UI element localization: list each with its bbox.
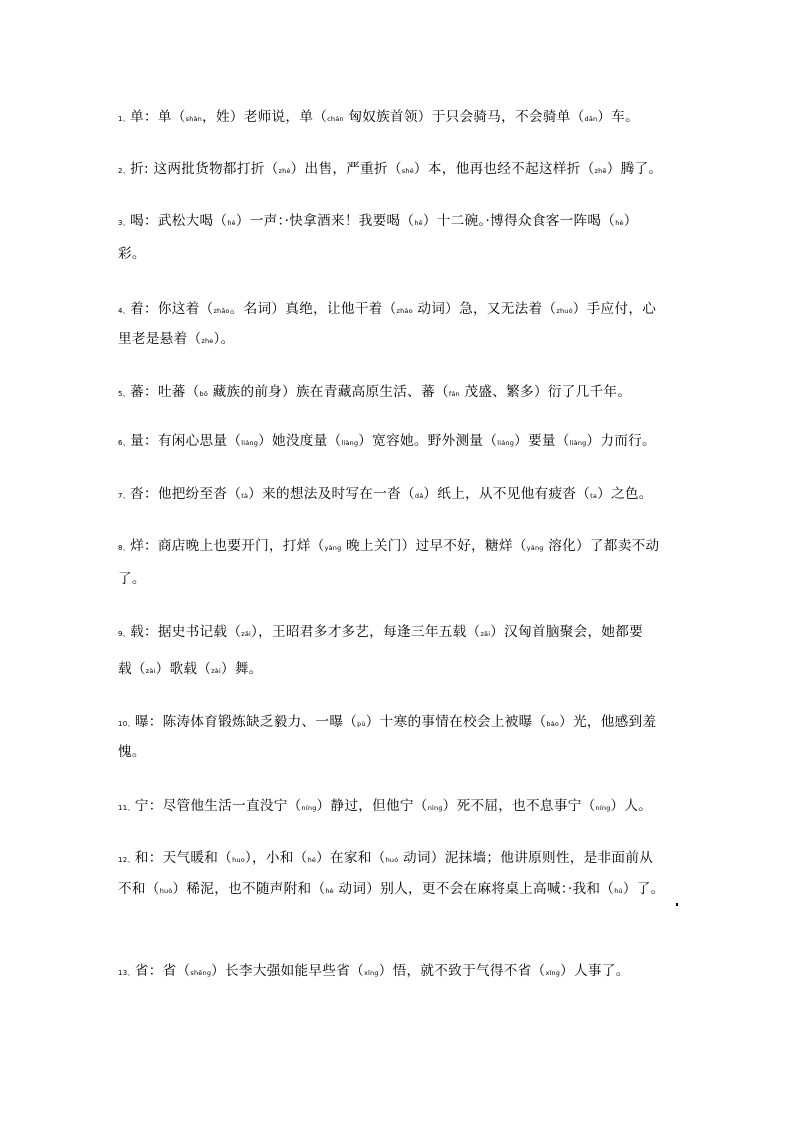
- entry-text: ）她没度量（: [258, 433, 342, 449]
- entry-text: 彩。: [118, 246, 146, 262]
- pinyin: pù: [357, 720, 366, 728]
- entry-text: ）手应付，心: [572, 301, 657, 317]
- pinyin: shàn: [185, 115, 203, 123]
- pinyin: dá: [414, 492, 424, 500]
- entry-text: 单：单（: [130, 109, 186, 125]
- entry-number: 3、: [118, 219, 131, 227]
- entry-text: ）稀泥，也不随声附和（: [172, 881, 326, 897]
- pinyin: liàng: [569, 439, 587, 447]
- entry-text: 省：省（: [134, 963, 191, 979]
- entry-line: [118, 108, 718, 128]
- pinyin: xǐng: [364, 969, 379, 977]
- entry-text: 蕃：吐蕃（: [130, 384, 200, 400]
- entry-text: ）在家和（: [316, 850, 386, 866]
- entry-text: ）了。: [622, 881, 665, 897]
- pinyin: liáng: [497, 439, 515, 447]
- entry-text: 不和（: [118, 881, 160, 897]
- entry-text: 动词）别人，更不会在麻将桌上高喊：·我和（: [333, 881, 615, 897]
- entry-text: 喝：武松大喝（: [130, 213, 228, 229]
- pinyin: ta: [590, 492, 598, 500]
- entry-number: 10、: [118, 720, 135, 728]
- entry-text: ）死不屈，也不息事宁（: [442, 798, 596, 814]
- entry-line: [118, 537, 718, 557]
- entry-text: ）纸上，从不见他有疲沓（: [423, 486, 591, 502]
- entry-text: ）汉匈首脑聚会，她都要: [490, 624, 644, 640]
- pinyin: hè: [325, 887, 334, 895]
- entry-text: ）一声：·快拿酒来！我要喝（: [235, 213, 415, 229]
- entry-line: [118, 849, 718, 869]
- entry-text: 和：天气暖和（: [134, 850, 233, 866]
- pinyin: zhē: [594, 167, 607, 175]
- pinyin: hé: [307, 856, 317, 864]
- pinyin: shěng: [190, 969, 212, 977]
- pinyin: níng: [301, 804, 317, 812]
- entry-text: ）: [623, 213, 638, 229]
- pinyin: huo: [232, 856, 245, 864]
- entry-number: 7、: [118, 492, 131, 500]
- entry-text: ）要量（: [514, 433, 570, 449]
- entry-continuation-line: [118, 330, 718, 350]
- entry-line: [118, 713, 718, 733]
- pinyin: zài: [145, 667, 156, 675]
- entry-text: 烊：商店晚上也要开门，打烊（: [130, 538, 325, 554]
- entry-text: 藏族的前身）族在青藏高原生活、蕃（: [208, 384, 449, 400]
- pinyin: zhuó: [556, 307, 573, 315]
- entry-text: ），小和（: [244, 850, 308, 866]
- entry-text: ，姓）老师说，单（: [202, 109, 328, 125]
- entry-text: 量：有闲心思量（: [130, 433, 242, 449]
- entry-number: 13、: [118, 969, 135, 977]
- entry-text: 着：你这着（: [130, 301, 214, 317]
- pinyin: nìng: [427, 804, 443, 812]
- entry-text: 溶化）了都卖不动: [543, 538, 660, 554]
- entry-text: ）力而行。: [586, 433, 656, 449]
- entry-text: 沓：他把纷至沓（: [130, 486, 242, 502]
- entry-text: 里老是悬着（: [118, 331, 202, 347]
- entry-text: ）之色。: [597, 486, 653, 502]
- entry-line: [118, 623, 718, 643]
- entry-number: 12、: [118, 856, 135, 864]
- entry-number: 4、: [118, 307, 131, 315]
- pinyin: zhāo: [213, 307, 230, 315]
- entry-continuation-line: [118, 570, 718, 588]
- entry-number: 9、: [118, 630, 131, 638]
- entry-line: [118, 300, 718, 320]
- entry-text: ）十寒的事情在校会上被曝（: [365, 714, 547, 730]
- entry-number: 2、: [118, 167, 131, 175]
- pinyin: bào: [546, 720, 560, 728]
- pinyin: huó: [385, 856, 399, 864]
- entry-text: 了。: [118, 571, 146, 587]
- pinyin: zháo: [396, 307, 413, 315]
- pinyin: hè: [615, 219, 624, 227]
- pinyin: yàng: [324, 544, 342, 552]
- pinyin: níng: [595, 804, 611, 812]
- entry-text: ）悟，就不致于气得不省（: [378, 963, 546, 979]
- pinyin: fán: [448, 390, 460, 398]
- entry-text: ）歌载（: [155, 661, 212, 677]
- entry-text: 曝：陈涛体育锻炼缺乏毅力、一曝（: [134, 714, 358, 730]
- pinyin: zǎi: [241, 630, 252, 638]
- entry-text: ）腾了。: [606, 161, 663, 177]
- entry-text: ）光，他感到羞: [559, 714, 657, 730]
- entry-text: ）静过，但他宁（: [316, 798, 428, 814]
- entry-line: [118, 432, 718, 452]
- entry-text: ）本，他再也经不起这样折（: [413, 161, 595, 177]
- entry-text: 匈奴族首领）于只会骑马，不会骑单（: [343, 109, 585, 125]
- entry-number: 6、: [118, 439, 131, 447]
- pinyin: zǎi: [480, 630, 491, 638]
- entry-text: 愧。: [118, 744, 146, 760]
- entry-number: 5、: [118, 390, 131, 398]
- entry-text: 载：据史书记载（: [130, 624, 242, 640]
- entry-text: ）。: [213, 331, 235, 347]
- entry-text: 折: 这两批货物都打折（: [130, 161, 279, 177]
- entry-continuation-line: [118, 660, 718, 680]
- pinyin: xǐng: [545, 969, 561, 977]
- entry-text: 晚上关门）过早不好，糖烊（: [341, 538, 527, 554]
- pinyin: yáng: [526, 544, 544, 552]
- entry-line: [118, 212, 718, 232]
- entry-number: 1、: [118, 115, 131, 123]
- pinyin: hē: [414, 219, 423, 227]
- pinyin: bō: [199, 390, 209, 398]
- entry-line: [118, 485, 718, 505]
- entry-line: [118, 383, 718, 403]
- pinyin: zài: [211, 667, 221, 675]
- entry-text: 载（: [118, 661, 146, 677]
- pinyin: tà: [241, 492, 249, 500]
- entry-continuation-line: [118, 245, 718, 263]
- entry-text: 茂盛、繁多）衍了几千年。: [459, 384, 632, 400]
- entry-text: ）人事了。: [560, 963, 630, 979]
- entry-number: 11、: [118, 804, 135, 812]
- pinyin: hú: [614, 887, 623, 895]
- pinyin: hè: [227, 219, 236, 227]
- entry-text: ），王昭君多才多艺，每逢三年五载（: [251, 624, 481, 640]
- pinyin: chán: [327, 115, 344, 123]
- entry-text: ）舞。: [221, 661, 263, 677]
- entry-line: [118, 962, 718, 982]
- entry-text: 动词）泥抹墙；他讲原则性，是非面前从: [398, 850, 654, 866]
- entry-line: [118, 797, 718, 817]
- pinyin: huò: [159, 887, 173, 895]
- entry-text: 。名词）真绝，让他干着（: [229, 301, 397, 317]
- entry-text: ）来的想法及时写在一沓（: [248, 486, 415, 502]
- entry-text: ）长李大强如能早些省（: [211, 963, 364, 979]
- entry-continuation-line: [118, 880, 718, 900]
- entry-text: ）车。: [597, 109, 640, 125]
- entry-line: [118, 160, 718, 180]
- pinyin: liáng: [241, 439, 259, 447]
- pinyin: liàng: [341, 439, 359, 447]
- pinyin: dān: [584, 115, 598, 123]
- entry-text: 宁：尽管他生活一直没宁（: [134, 798, 302, 814]
- entry-text: ）出售，严重折（: [290, 161, 402, 177]
- entry-text: ）人。: [610, 798, 653, 814]
- entry-text: ）宽容她。野外测量（: [358, 433, 498, 449]
- entry-text: ）十二碗。·博得众食客一阵喝（: [422, 213, 616, 229]
- pinyin: zhe: [201, 337, 214, 345]
- stray-mark: [676, 903, 678, 906]
- entry-continuation-line: [118, 743, 718, 761]
- entry-text: 动词）急，又无法着（: [412, 301, 557, 317]
- pinyin: zhé: [278, 167, 291, 175]
- entry-number: 8、: [118, 544, 131, 552]
- pinyin: shé: [401, 167, 414, 175]
